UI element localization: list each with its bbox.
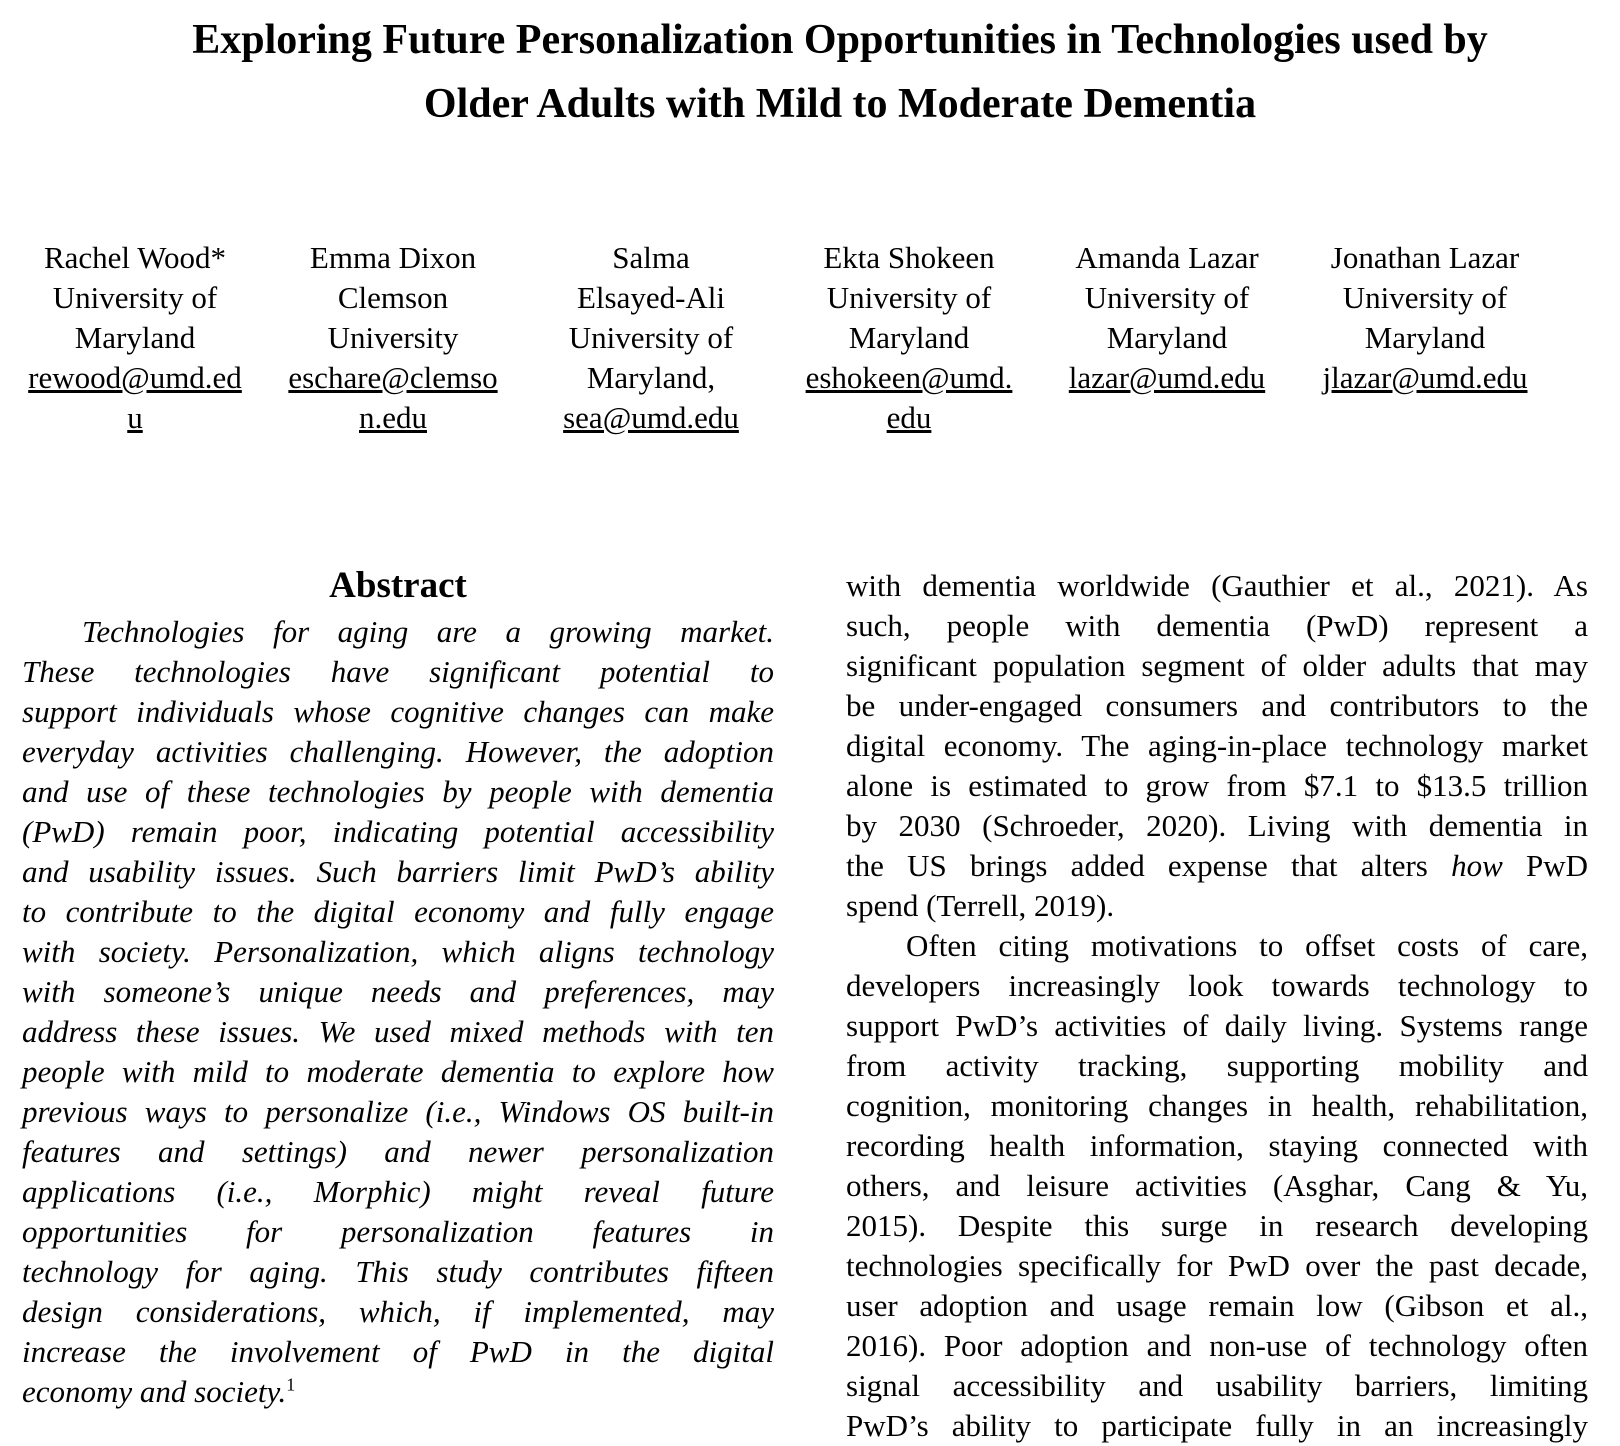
author-name: Elsayed-Ali <box>576 280 726 315</box>
abstract-text <box>22 612 774 1412</box>
author-affiliation: University of <box>52 280 218 315</box>
body-line: user adoption and usage remain low (Gibson et al., <box>846 1288 1588 1323</box>
author-affiliation: University <box>327 320 459 355</box>
author-name: Amanda Lazar <box>1075 240 1259 275</box>
author-block <box>526 238 776 438</box>
author-affiliation: Maryland <box>1364 320 1486 355</box>
abstract-line-text: economy and society. <box>22 1374 287 1409</box>
author-affiliation: Maryland <box>848 320 970 355</box>
author-block <box>1042 238 1292 398</box>
abstract-line: to contribute to the digital economy and fully engage <box>22 894 774 929</box>
body-line: developers increasingly look towards technology to <box>846 968 1588 1003</box>
body-line: 2015). Despite this surge in research developing <box>846 1208 1588 1243</box>
body-line: PwD’s ability to participate fully in an increasingly <box>846 1408 1588 1443</box>
abstract-line: increase the involvement of PwD in the digital <box>22 1334 774 1369</box>
abstract-line: and usability issues. Such barriers limit PwD’s ability <box>22 854 774 889</box>
author-affiliation: University of <box>1342 280 1508 315</box>
abstract-line <box>22 1372 774 1412</box>
body-line <box>846 846 1588 886</box>
author-affiliation: University of <box>1084 280 1250 315</box>
abstract-line: applications (i.e., Morphic) might reveal future <box>22 1174 774 1209</box>
abstract-line: address these issues. We used mixed methods with ten <box>22 1014 774 1049</box>
abstract-line: people with mild to moderate dementia to explore how <box>22 1054 774 1089</box>
author-email-link[interactable]: n.edu <box>358 400 427 435</box>
author-email-link[interactable]: u <box>127 400 143 435</box>
body-line: others, and leisure activities (Asghar, Cang & Yu, <box>846 1168 1588 1203</box>
body-line: be under-engaged consumers and contributors to the <box>846 688 1588 723</box>
abstract-line: and use of these technologies by people with dementia <box>22 774 774 809</box>
body-line-text: PwD <box>1526 848 1589 883</box>
body-line: from activity tracking, supporting mobility and <box>846 1048 1588 1083</box>
author-email-link[interactable]: lazar@umd.edu <box>1068 360 1266 395</box>
author-affiliation: University of <box>568 320 734 355</box>
abstract-line: with someone’s unique needs and preferences, may <box>22 974 774 1009</box>
body-line: digital economy. The aging-in-place technology market <box>846 728 1588 763</box>
author-name: Salma <box>612 240 690 275</box>
abstract-line: features and settings) and newer personalization <box>22 1134 774 1169</box>
paper-title <box>60 8 1620 136</box>
author-block <box>268 238 518 438</box>
abstract-line: These technologies have significant potential to <box>22 654 774 689</box>
body-text <box>846 566 1588 1446</box>
author-name: Emma Dixon <box>309 240 477 275</box>
abstract-line: Technologies for aging are a growing market. <box>82 614 774 649</box>
author-name: Rachel Wood* <box>43 240 227 275</box>
body-line: signal accessibility and usability barriers, limiting <box>846 1368 1588 1403</box>
body-line: technologies specifically for PwD over the past decade, <box>846 1248 1588 1283</box>
body-line: support PwD’s activities of daily living. Systems range <box>846 1008 1588 1043</box>
body-line: 2016). Poor adoption and non-use of technology often <box>846 1328 1588 1363</box>
body-line: Often citing motivations to offset costs of care, <box>906 928 1588 963</box>
author-email-link[interactable]: jlazar@umd.edu <box>1322 360 1528 395</box>
abstract-line: opportunities for personalization features in <box>22 1214 774 1249</box>
abstract-line: (PwD) remain poor, indicating potential accessibility <box>22 814 774 849</box>
body-line: spend (Terrell, 2019). <box>846 888 1115 923</box>
abstract-line: everyday activities challenging. However, the adoption <box>22 734 774 769</box>
author-affiliation: Maryland, <box>586 360 716 395</box>
author-list <box>0 238 1606 448</box>
abstract-heading: Abstract <box>329 565 467 606</box>
author-block <box>10 238 260 438</box>
author-block <box>1300 238 1550 398</box>
abstract-line: support individuals whose cognitive changes can make <box>22 694 774 729</box>
body-line-text: the US brings added expense that alters <box>846 848 1428 883</box>
author-email-link[interactable]: edu <box>886 400 932 435</box>
body-line: significant population segment of older adults that may <box>846 648 1588 683</box>
author-affiliation: Maryland <box>74 320 196 355</box>
author-name: Jonathan Lazar <box>1330 240 1520 275</box>
author-email-link[interactable]: sea@umd.edu <box>563 400 739 435</box>
author-email-link[interactable]: eshokeen@umd. <box>805 360 1013 395</box>
abstract-line: technology for aging. This study contributes fifteen <box>22 1254 774 1289</box>
body-line: by 2030 (Schroeder, 2020). Living with dementia in <box>846 808 1588 843</box>
author-email-link[interactable]: eschare@clemso <box>288 360 498 395</box>
abstract-line: design considerations, which, if implemented, may <box>22 1294 774 1329</box>
body-line: with dementia worldwide (Gauthier et al., 2021). As <box>846 568 1588 603</box>
body-line: recording health information, staying connected with <box>846 1128 1588 1163</box>
author-block <box>784 238 1034 438</box>
author-affiliation: Maryland <box>1106 320 1228 355</box>
body-line: cognition, monitoring changes in health, rehabilitation, <box>846 1088 1588 1123</box>
title-line: Older Adults with Mild to Moderate Dementia <box>423 81 1257 127</box>
author-affiliation: University of <box>826 280 992 315</box>
title-line: Exploring Future Personalization Opportunities in Technologies used by <box>192 17 1488 63</box>
author-email-link[interactable]: rewood@umd.ed <box>28 360 242 395</box>
emphasis-word: how <box>1451 848 1503 883</box>
author-name: Ekta Shokeen <box>823 240 995 275</box>
footnote-marker[interactable]: 1 <box>286 1374 296 1395</box>
body-line: alone is estimated to grow from $7.1 to $13.5 trillion <box>846 768 1588 803</box>
abstract-line: previous ways to personalize (i.e., Windows OS built-in <box>22 1094 774 1129</box>
author-affiliation: Clemson <box>337 280 449 315</box>
abstract-line: with society. Personalization, which aligns technology <box>22 934 774 969</box>
body-line: such, people with dementia (PwD) represent a <box>846 608 1588 643</box>
